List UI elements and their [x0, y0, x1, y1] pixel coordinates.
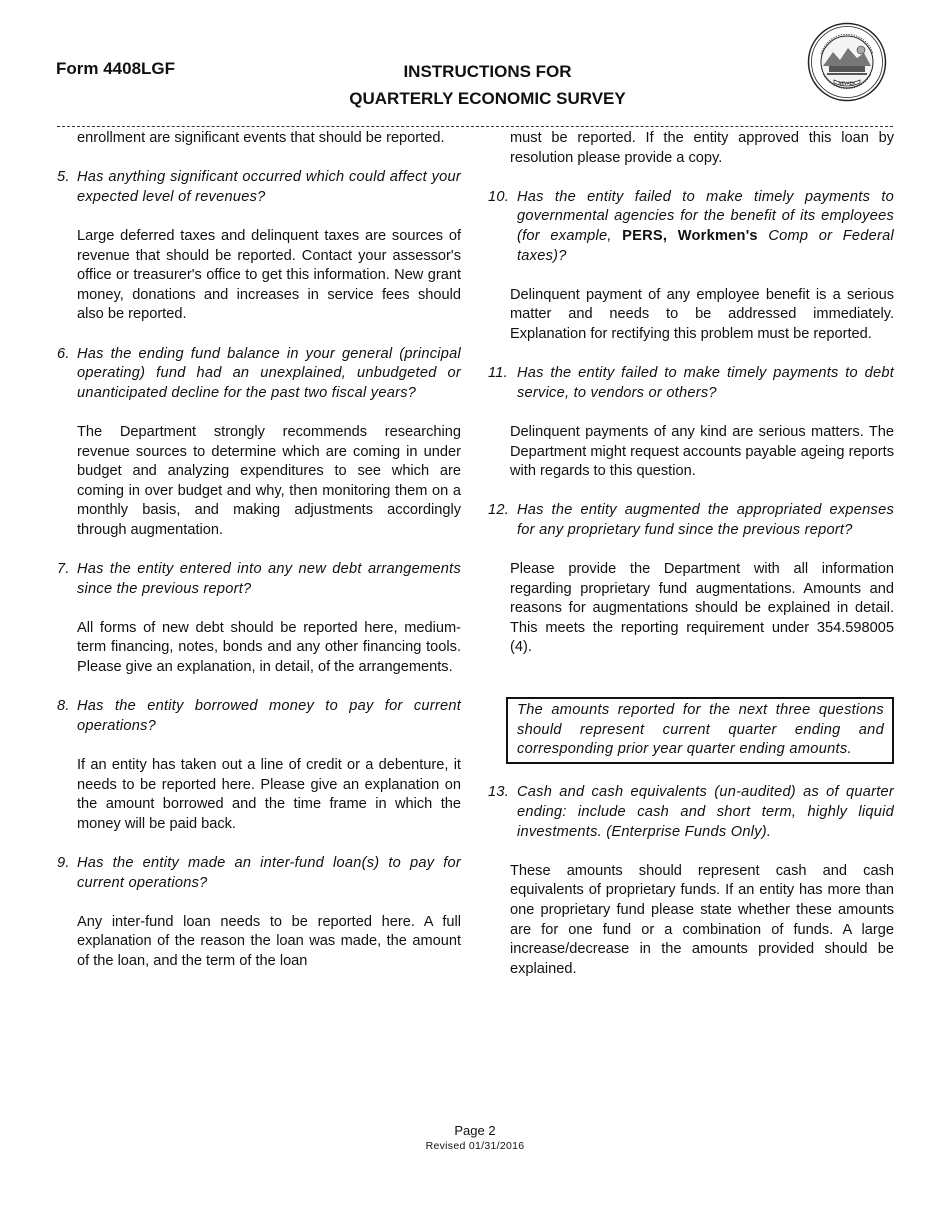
continued-text: must be reported. If the entity approved this loan by resolution please provide a copy.: [510, 130, 894, 166]
page-title: [300, 58, 675, 112]
answer-9: Any inter-fund loan needs to be reported here. A full explanation of the reason the loan was made, the amount of the loan, and the term of the loan: [77, 913, 461, 969]
seal-banner-text: NEVADA: [838, 81, 856, 86]
title-line-2: QUARTERLY ECONOMIC SURVEY: [349, 89, 626, 108]
question-10: 10. Has the entity failed to make timely payments to governmental agencies for the benefit of its employees (for example, PERS, Workmen's Comp or Federal taxes)?: [488, 188, 894, 264]
answer-12: Please provide the Department with all information regarding proprietary fund augmentations. Amounts and reasons for augmentations should be explained in detail. This meets the reporting requirement under 354.598005 (4).: [510, 561, 894, 656]
page-number: Page 2: [454, 1123, 496, 1138]
question-11: 11. Has the entity failed to make timely payments to debt service, to vendors or others?: [488, 365, 894, 401]
form-number: Form 4408LGF: [56, 59, 176, 78]
question-12: 12. Has the entity augmented the appropriated expenses for any proprietary fund since the previous report?: [488, 502, 894, 538]
continued-text: enrollment are significant events that should be reported.: [77, 130, 445, 146]
answer-13: These amounts should represent cash and cash equivalents of proprietary funds. If an entity has more than one proprietary fund please state whether these amounts are for one fund or a combination of funds. A large increase/decrease in the amounts provided should be explained.: [510, 862, 894, 977]
answer-10: Delinquent payment of any employee benefit is a serious matter and needs to be addressed immediately. Explanation for rectifying this problem must be reported.: [510, 286, 894, 342]
answer-6: The Department strongly recommends researching revenue sources to determine which are coming in under budget and analyzing expenditures to see which are coming in over budget and why, then monitoring them on a monthly basis, and making adjustments accordingly through augmentation.: [77, 423, 461, 538]
title-line-1: INSTRUCTIONS FOR: [403, 62, 572, 81]
right-column: [488, 129, 894, 999]
answer-8: If an entity has taken out a line of credit or a debenture, it needs to be reported here. Please give an explanation on the amount borrowed and the time frame in which the money will be paid back.: [77, 757, 461, 832]
reporting-note-box: The amounts reported for the next three questions should represent current quarter ending and corresponding prior year quarter ending amounts.: [506, 697, 894, 764]
question-13: 13. Cash and cash equivalents (un-audited) as of quarter ending: include cash and short term, highly liquid investments. (Enterprise Funds Only).: [488, 784, 894, 840]
revision-date: Revised 01/31/2016: [425, 1140, 525, 1152]
answer-11: Delinquent payments of any kind are serious matters. The Department might request accounts payable ageing reports with regards to this question.: [510, 423, 894, 480]
question-6: 6. Has the ending fund balance in your general (principal operating) fund had an unexplained, unbudgeted or unanticipated decline for the past two fiscal years?: [57, 345, 461, 401]
question-7: 7. Has the entity entered into any new debt arrangements since the previous report?: [57, 561, 461, 597]
answer-5: Large deferred taxes and delinquent taxes are sources of revenue that should be reported. Contact your assessor's office or treasurer's office to get this information. New grant money, donations and increases in service fees should also be reported.: [77, 227, 461, 323]
header-divider: [57, 112, 893, 127]
left-column: [57, 129, 461, 991]
question-9: 9. Has the entity made an inter-fund loan(s) to pay for current operations?: [57, 854, 461, 891]
answer-7: All forms of new debt should be reported here, medium-term financing, notes, bonds and any other financing tools. Please give an explanation, in detail, of the arrangements.: [77, 619, 461, 676]
question-5: 5. Has anything significant occurred which could affect your expected level of revenues?: [57, 169, 461, 205]
question-8: 8. Has the entity borrowed money to pay for current operations?: [57, 698, 461, 734]
page-footer: [0, 1122, 950, 1153]
nevada-state-seal-icon: [807, 22, 887, 102]
